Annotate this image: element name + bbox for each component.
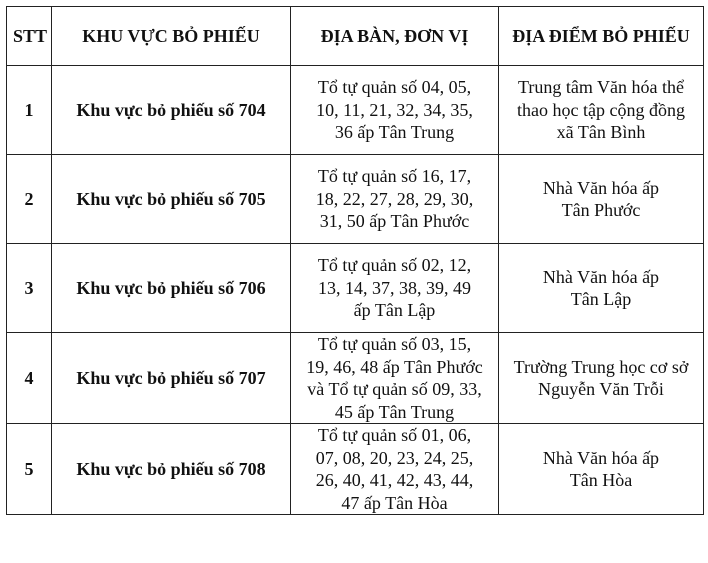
unit-line: 31, 50 ấp Tân Phước bbox=[319, 211, 470, 232]
row-unit bbox=[291, 155, 499, 244]
unit-line: 47 ấp Tân Hòa bbox=[341, 492, 448, 513]
row-stt: 1 bbox=[7, 66, 52, 155]
unit-line: 10, 11, 21, 32, 34, 35, bbox=[316, 99, 473, 120]
place-line: Nguyễn Văn Trỗi bbox=[538, 379, 664, 399]
header-unit: ĐỊA BÀN, ĐƠN VỊ bbox=[291, 7, 499, 66]
table-row bbox=[7, 244, 704, 333]
table-body bbox=[7, 66, 704, 515]
row-polling-place bbox=[499, 155, 704, 244]
unit-line: Tổ tự quản số 04, 05, bbox=[317, 77, 472, 98]
unit-line: 36 ấp Tân Trung bbox=[334, 122, 455, 143]
row-polling-area: Khu vực bỏ phiếu số 708 bbox=[52, 424, 291, 515]
row-unit bbox=[291, 244, 499, 333]
row-polling-place bbox=[499, 66, 704, 155]
place-line: Tân Hòa bbox=[569, 470, 633, 490]
table-row bbox=[7, 424, 704, 515]
header-stt: STT bbox=[7, 7, 52, 66]
table-row bbox=[7, 155, 704, 244]
unit-line: và Tổ tự quản số 09, 33, bbox=[307, 379, 482, 399]
row-unit bbox=[291, 424, 499, 515]
row-polling-area: Khu vực bỏ phiếu số 707 bbox=[52, 333, 291, 424]
row-polling-area: Khu vực bỏ phiếu số 704 bbox=[52, 66, 291, 155]
place-line: Tân Lập bbox=[570, 289, 632, 309]
header-area: KHU VỰC BỎ PHIẾU bbox=[52, 7, 291, 66]
row-unit bbox=[291, 333, 499, 424]
unit-line: Tổ tự quản số 01, 06, bbox=[317, 425, 472, 445]
polling-area-table bbox=[6, 6, 704, 515]
unit-line: Tổ tự quản số 02, 12, bbox=[317, 255, 472, 276]
place-line: Trung tâm Văn hóa thể bbox=[518, 77, 684, 98]
table-row bbox=[7, 66, 704, 155]
place-line: Trường Trung học cơ sở bbox=[513, 356, 689, 377]
table-row bbox=[7, 333, 704, 424]
place-line: Nhà Văn hóa ấp bbox=[542, 177, 660, 198]
place-line: thao học tập cộng đồng bbox=[517, 99, 685, 120]
row-polling-area: Khu vực bỏ phiếu số 705 bbox=[52, 155, 291, 244]
row-stt: 4 bbox=[7, 333, 52, 424]
unit-line: 19, 46, 48 ấp Tân Phước bbox=[306, 356, 483, 377]
unit-line: 18, 22, 27, 28, 29, 30, bbox=[315, 188, 474, 209]
header-place: ĐỊA ĐIỂM BỎ PHIẾU bbox=[499, 7, 704, 66]
place-line: Nhà Văn hóa ấp bbox=[542, 447, 660, 468]
row-polling-area: Khu vực bỏ phiếu số 706 bbox=[52, 244, 291, 333]
row-stt: 5 bbox=[7, 424, 52, 515]
table-header-row bbox=[7, 7, 704, 66]
row-stt: 3 bbox=[7, 244, 52, 333]
row-unit bbox=[291, 66, 499, 155]
row-polling-place bbox=[499, 424, 704, 515]
place-line: Tân Phước bbox=[561, 200, 641, 220]
place-line: xã Tân Bình bbox=[556, 122, 646, 143]
place-line: Nhà Văn hóa ấp bbox=[542, 266, 660, 287]
unit-line: ấp Tân Lập bbox=[353, 300, 436, 321]
unit-line: 07, 08, 20, 23, 24, 25, bbox=[315, 447, 474, 468]
row-stt: 2 bbox=[7, 155, 52, 244]
row-polling-place bbox=[499, 333, 704, 424]
unit-line: 13, 14, 37, 38, 39, 49 bbox=[318, 277, 471, 298]
unit-line: Tổ tự quản số 03, 15, bbox=[317, 334, 472, 354]
unit-line: 45 ấp Tân Trung bbox=[334, 401, 455, 422]
row-polling-place bbox=[499, 244, 704, 333]
unit-line: Tổ tự quản số 16, 17, bbox=[317, 166, 472, 187]
unit-line: 26, 40, 41, 42, 43, 44, bbox=[315, 470, 474, 490]
